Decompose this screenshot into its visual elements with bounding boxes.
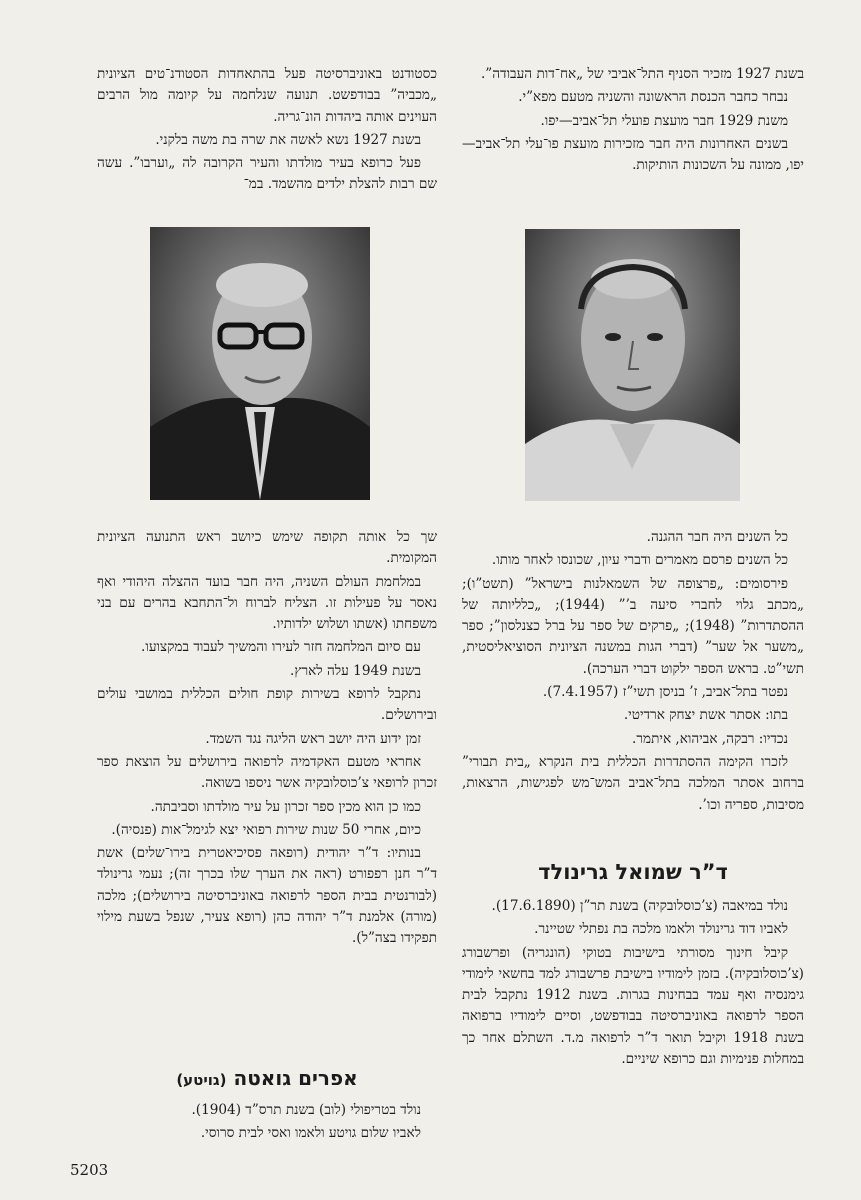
paragraph: כמו כן הוא מכין ספר זכרון על עיר מולדתו וסביבתה. [150,798,421,815]
right-column-top [462,64,804,178]
paragraph: פעל כרופא בעיר מולדתו והעיר הקרובה לה „וערבו”. עשה שם רבות להצלת ילדים מהשמד. במ־ [97,155,437,193]
right-column-bottom [462,896,804,1072]
paragraph: שך כל אותה תקופה שימש כיושב ראש התנועה הציונית המקומית. [97,529,437,567]
paragraph: זמן ידוע היה יושב ראש הליגה נגד השמד. [205,730,421,747]
paragraph: בשנים האחרונות היה חבר מזכירות מועצת פו־עלי תל־אביב—יפו, ממונה על השכונות הותיקות. [462,135,804,174]
paragraph: נכדיו: רבקה, אביהוא, איתמר. [632,730,788,747]
paragraph: לאביו דוד גרינולד ולאמו מלכה בת נפתלי שטיינר. [534,921,788,938]
paragraph: במלחמת העולם השניה, היה חבר בועד ההצלה היהודי ואף נאסר על פעילות זו. הצליח לברוח ול־התחבא בהרים עם בני משפחתו (אשתו ושלוש ילדותיו. [97,573,437,633]
paragraph: לזכרו הקימה ההסתדרות הכללית בית הנקרא „בית תבורי” ברחוב אסתר המלכה בתל־אביב המש־מש לפגישות, הרצאות, מסיבות, ספריה וכו’. [462,753,804,813]
entry-heading-goethe [97,1066,437,1090]
paragraph: כל השנים היה חבר ההגנה. [646,529,788,545]
paragraph: נולד במיאבה (צ’כוסלובקיה) בשנת תר”ן (17.6.1890). [491,898,788,914]
right-column-middle [462,527,804,818]
heading-sub: (גויטע) [176,1071,227,1089]
paragraph: נבחר כחבר הכנסת הראשונה והשניה מטעם מפא”י. [518,89,788,106]
paragraph: אחראי מטעם האקדמיה לרפואה בירושלים על הוצאת ספר זכרון לרופאי צ’כוסלובקיה אשר ניספו בשואה. [97,753,437,792]
paragraph: כל השנים פרסם מאמרים ודברי עיון, שכונסו לאחר מותו. [491,552,788,569]
left-column-bottom [97,1100,437,1147]
paragraph: כיום, אחרי 50 שנות שירות רפואי יצא לגימל־אות (פנסיה). [111,821,421,838]
paragraph: לאביו שלום גויטע ולאמו ואסי לבית סרוסי. [200,1125,421,1142]
paragraph: בנותיו: ד”ר יהודית (רופאה פסיכיאטרית בירו־שלים) אשת ד”ר חנן רפפורט (ראה את הערך שלו בכרך זה); נעמי גרינולד (לבורנטית בבית הספר לרפואה באוניברסיטה בירושלים); מלכה (מורה) אלמנת ד”ר יהודה כהן (רופא צעיר, שנפל בשעת מילוי תפקידו בצה”ל). [97,845,437,947]
paragraph: פירסומים: „פרצופה של השמאלנות בישראל” (תשט”ו); „מכתב גלוי לחברי סיעה ב’” (1944); „כלליותה של ההסתדרות” (1948); „פרקים של ספר על ברל כצנלסון”; ספר „משער אל שער” (דברי הגות במשנה הציונית הסוציאליסטית, תשי”ט. בראש הספר ילקוט דברי הערכה). [462,575,804,677]
paragraph: בשנת 1927 מזכיר הסניף התל־אביבי של „אח־דות העבודה”. [480,66,804,82]
paragraph: עם סיום המלחמה חזר לעירו והמשיך לעבוד במקצועו. [141,639,421,656]
paragraph: משנת 1929 חבר מועצת פועלי תל־אביב—יפו. [540,112,788,129]
paragraph: בשנת 1927 נשא לאשה את שרה בת משה בלקני. [155,131,421,148]
paragraph: בשנת 1949 עלה לארץ. [290,662,421,679]
left-column-middle [97,527,437,952]
entry-heading-grunwald: ד”ר שמואל גרינולד [538,860,728,884]
heading-main: אפרים גואטה [233,1066,358,1090]
page-number: 5203 [70,1161,109,1179]
paragraph: נתקבל לרופא בשירות קופת חולים הכללית במושבי עולים ובירושלים. [97,686,437,724]
paragraph: נולד בטריפולי (לוב) בשנת תרס”ד (1904). [191,1102,421,1118]
portrait-photo-grunwald [150,227,370,500]
paragraph: נפטר בתל־אביב, ז’ בניסן תשי”ז (7.4.1957). [542,684,788,701]
left-column-top [97,64,437,198]
paragraph: כסטודנט באוניברסיטה פעל בהתאחדות הסטודנ־טים הציונית „מכביה” בבודפשט. תנועה שנלחמה על קיומה מול הרבים העוינים אותה ביהדות הונ־גריה. [97,66,437,125]
portrait-photo-tabori [525,229,740,501]
paragraph: קיבל חינוך מסורתי בישיבות בטוקי (הונגריה) ופרשבורג (צ’כוסלובקיה). בזמן לימודיו בישיבת פרשבורג למד בחשאי לימודי גימנסיה ואף עמד בבחינות בגרות. בשנת 1912 נתקבל לבית הספר לרפואה באוניברסיטה בבודפשט, וסיים לימודיו ברפואה בשנת 1918 וקיבל תואר ד”ר לרפואה מ.ד. השתלם אחר כך במחלות פנימיות וגם כרופא שיניים. [462,944,804,1068]
paragraph: בתו: אסתר אשת יצחק ארדיטי. [623,707,788,724]
